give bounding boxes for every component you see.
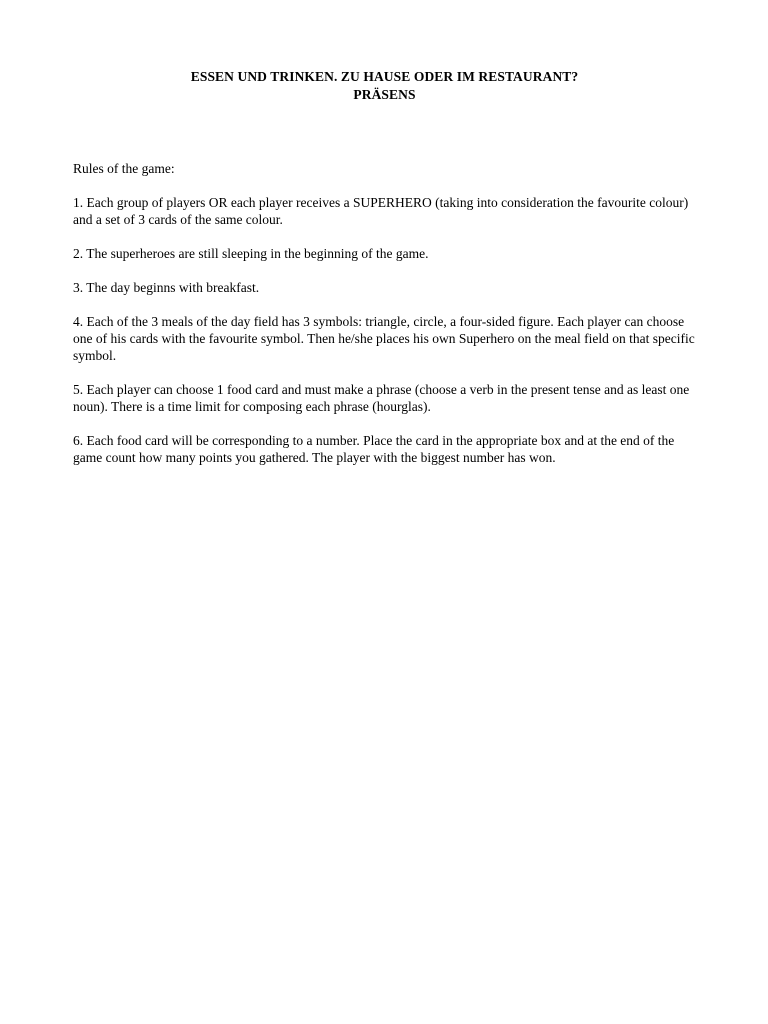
rule-3: 3. The day beginns with breakfast. xyxy=(73,280,260,295)
rule-5: 5. Each player can choose 1 food card and must make a phrase (choose a verb in the present tense and as least one noun). There is a time limit for composing each phrase (hourglas). xyxy=(73,382,690,414)
rule-6: 6. Each food card will be corresponding to a number. Place the card in the appropriate box and at the end of the game count how many points you gathered. The player with the biggest number has won. xyxy=(73,433,675,465)
rule-4: 4. Each of the 3 meals of the day field has 3 symbols: triangle, circle, a four-sided figure. Each player can choose one of his cards with the favourite symbol. Then he/she places his own Superhero on the meal field on that specific symbol. xyxy=(73,314,695,363)
rule-2: 2. The superheroes are still sleeping in the beginning of the game. xyxy=(73,246,429,261)
rule-1: 1. Each group of players OR each player receives a SUPERHERO (taking into consideration the favourite colour) and a set of 3 cards of the same colour. xyxy=(73,195,689,227)
rules-heading: Rules of the game: xyxy=(73,161,175,176)
title-main: ESSEN UND TRINKEN. ZU HAUSE ODER IM RESTAURANT? xyxy=(190,69,579,84)
title-subtitle: PRÄSENS xyxy=(353,87,416,102)
document-title xyxy=(73,68,696,104)
rules-list xyxy=(73,194,696,466)
